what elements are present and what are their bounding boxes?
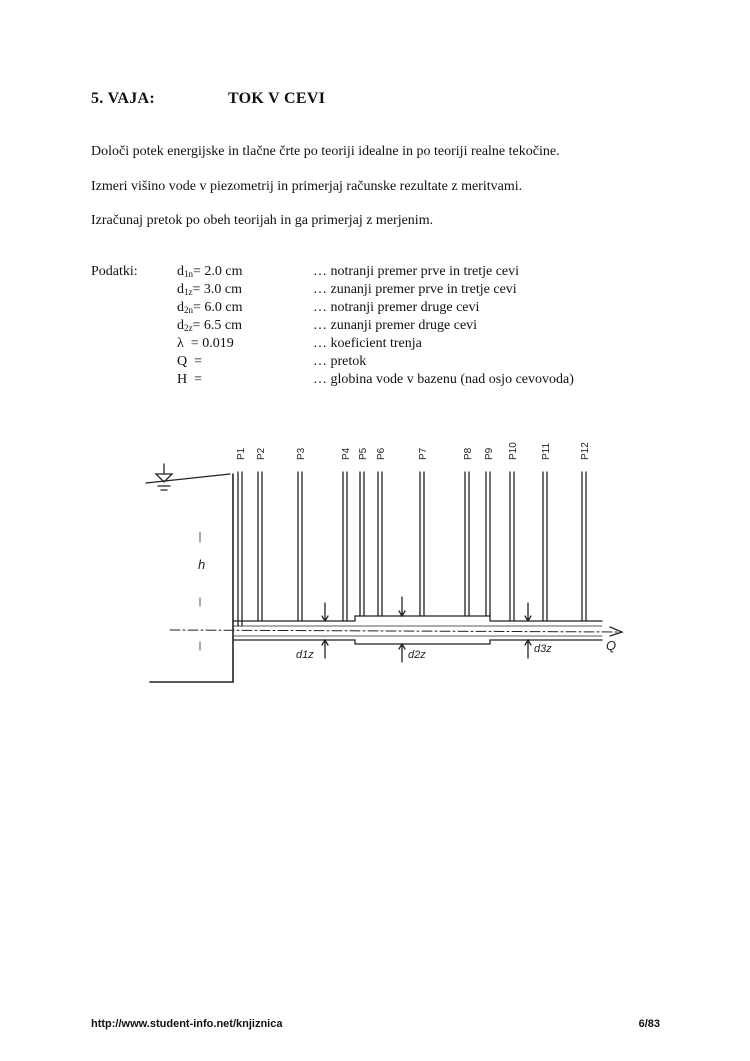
data-row bbox=[0, 264, 750, 282]
piezometer-label: P6 bbox=[376, 447, 387, 460]
data-symbol: $d_{2z}= 6.5$ cm bbox=[177, 318, 242, 333]
diameter-label-d1z: d1z bbox=[296, 649, 314, 661]
pipe-axis bbox=[170, 630, 622, 632]
instruction-2: Izmeri višino vode v piezometrij in primerjaj računske rezultate z meritvami. bbox=[91, 179, 523, 194]
piezometer-label: P4 bbox=[341, 447, 352, 460]
data-symbol: $d_{2n}= 6.0$ cm bbox=[177, 300, 243, 315]
piezometer-label: P5 bbox=[358, 447, 369, 460]
piezometer-label: P2 bbox=[256, 447, 267, 460]
piezometer-label: P1 bbox=[236, 447, 247, 460]
d2-arrows bbox=[399, 597, 405, 662]
instruction-1: Določi potek energijske in tlačne črte po teoriji idealne in po teoriji realne tekočine. bbox=[91, 144, 560, 159]
water-level-line bbox=[146, 474, 230, 483]
water-level-symbol bbox=[156, 464, 172, 490]
piezometer-tubes bbox=[258, 472, 586, 621]
pipe-flow-diagram bbox=[140, 430, 640, 690]
piezometer-label: P10 bbox=[508, 442, 519, 460]
exercise-number: 5. VAJA: bbox=[91, 90, 156, 107]
data-symbol: $d_{1z}= 3.0$ cm bbox=[177, 282, 242, 297]
data-row bbox=[0, 354, 750, 372]
data-description: … notranji premer prve in tretje cevi bbox=[313, 264, 520, 279]
data-row bbox=[0, 336, 750, 354]
data-symbol: λ = 0.019 bbox=[177, 336, 234, 351]
piezometer-label: P11 bbox=[541, 442, 552, 460]
piezometer-label: P8 bbox=[463, 447, 474, 460]
height-label: h bbox=[198, 557, 206, 572]
data-description: … pretok bbox=[313, 354, 367, 369]
data-row bbox=[0, 282, 750, 300]
d3-arrows bbox=[525, 603, 531, 658]
data-symbol: Q = bbox=[177, 354, 203, 369]
data-label: Podatki: bbox=[91, 264, 138, 279]
flow-label: Q bbox=[606, 638, 617, 653]
data-symbol: $d_{1n}= 2.0$ cm bbox=[177, 264, 243, 279]
footer-url[interactable]: http://www.student-info.net/knjiznica bbox=[91, 1018, 283, 1030]
exercise-title: TOK V CEVI bbox=[228, 90, 326, 107]
data-row bbox=[0, 300, 750, 318]
data-description: … globina vode v bazenu (nad osjo cevovoda) bbox=[313, 372, 574, 387]
page-number: 6/83 bbox=[638, 1018, 660, 1030]
piezometer-label: P9 bbox=[484, 447, 495, 460]
diameter-label-d2z: d2z bbox=[408, 649, 426, 661]
data-description: … zunanji premer prve in tretje cevi bbox=[313, 282, 517, 297]
piezometer-label: P3 bbox=[296, 447, 307, 460]
data-description: … zunanji premer druge cevi bbox=[313, 318, 478, 333]
piezometer-label: P7 bbox=[418, 447, 429, 460]
data-description: … koeficient trenja bbox=[313, 336, 422, 351]
data-symbol: H = bbox=[177, 372, 203, 387]
piezometer-label: P12 bbox=[580, 442, 591, 460]
data-row bbox=[0, 372, 750, 390]
instruction-3: Izračunaj pretok po obeh teorijah in ga primerjaj z merjenim. bbox=[91, 213, 434, 228]
data-row bbox=[0, 318, 750, 336]
data-description: … notranji premer druge cevi bbox=[313, 300, 480, 315]
diameter-label-d3z: d3z bbox=[534, 643, 552, 655]
